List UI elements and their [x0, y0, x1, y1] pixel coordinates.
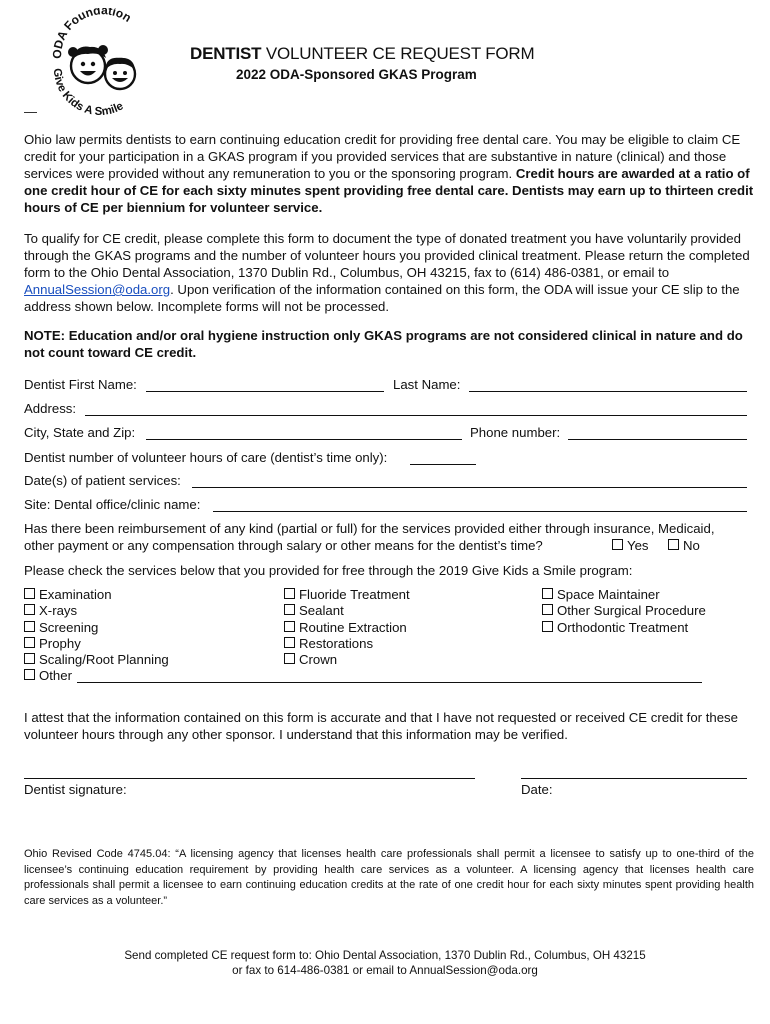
- service-other-checkbox[interactable]: [24, 668, 72, 683]
- give-kids-a-smile-logo-icon: [40, 8, 160, 118]
- service-label: Restorations: [299, 636, 374, 651]
- service-examination-checkbox[interactable]: [24, 587, 112, 602]
- instructions-paragraph: [24, 230, 754, 315]
- reimbursement-no-checkbox[interactable]: [668, 538, 700, 553]
- footer-line-2: or fax to 614-486-0381 or email to AnnualSession@oda.org: [232, 964, 538, 977]
- checkbox-icon: [542, 604, 553, 615]
- signature-field[interactable]: [24, 778, 475, 779]
- checkbox-icon: [284, 637, 295, 648]
- checkbox-icon: [284, 621, 295, 632]
- phone-label: Phone number:: [470, 425, 561, 440]
- service-dates-field[interactable]: [192, 487, 747, 488]
- checkbox-icon: [284, 588, 295, 599]
- service-label: X-rays: [39, 603, 78, 618]
- service-screening-checkbox[interactable]: [24, 620, 98, 635]
- email-link[interactable]: AnnualSession@oda.org: [24, 282, 171, 297]
- oda-foundation-logo: [40, 8, 160, 118]
- form-title: [190, 44, 534, 64]
- reimbursement-question-2: other payment or any compensation through salary or other means for the dentist’s time?: [24, 538, 543, 553]
- reimbursement-yes-checkbox[interactable]: [612, 538, 649, 553]
- checkbox-icon: [24, 604, 35, 615]
- checkbox-icon: [284, 653, 295, 664]
- header-dash: —: [24, 104, 37, 119]
- service-label: Other: [39, 668, 72, 683]
- service-label: Scaling/Root Planning: [39, 652, 169, 667]
- checkbox-icon: [284, 604, 295, 615]
- signature-label: Dentist signature:: [24, 782, 127, 797]
- service-label: Crown: [299, 652, 338, 667]
- first-name-label: Dentist First Name:: [24, 377, 137, 392]
- yes-label: Yes: [627, 538, 649, 553]
- date-label: Date:: [521, 782, 553, 797]
- service-label: Orthodontic Treatment: [557, 620, 689, 635]
- logo-arc-bottom: Give Kids A Smile: [50, 67, 126, 118]
- intro-bold-text: Credit hours are awarded at a ratio of one credit hour of CE for each sixty minutes spent providing free dental care. Dentists may earn up to thirteen credit hours of CE per biennium for volunteer service.: [24, 166, 754, 215]
- title-bold: DENTIST: [190, 44, 262, 63]
- service-other-field[interactable]: [77, 682, 702, 683]
- service-fluoride-checkbox[interactable]: [284, 587, 410, 602]
- service-extraction-checkbox[interactable]: [284, 620, 407, 635]
- service-label: Sealant: [299, 603, 344, 618]
- address-label: Address:: [24, 401, 77, 416]
- phone-field[interactable]: [568, 439, 747, 440]
- instructions-text-a: To qualify for CE credit, please complete this form to document the type of donated treatment you have voluntarily provided through the GKAS programs and the number of volunteer hours you provided clinical treatment. Please return the completed form to the Ohio Dental Association, 1370 Dublin Rd., Columbus, OH 43215, fax to (614) 486-0381, or email to: [24, 231, 750, 280]
- service-label: Fluoride Treatment: [299, 587, 410, 602]
- service-sealant-checkbox[interactable]: [284, 603, 344, 618]
- service-xrays-checkbox[interactable]: [24, 603, 77, 618]
- service-label: Prophy: [39, 636, 81, 651]
- ohio-revised-code-text: Ohio Revised Code 4745.04: “A licensing agency that licenses health care professionals shall permit a licensee to satisfy up to one-third of the licensee’s continuing education requirement by providing health care services as a volunteer. A licensing agency that licenses health care professionals shall permit a licensee to earn continuing education credits at the rate of one credit hour for each sixty minutes spent providing health care services as a volunteer.”: [24, 848, 754, 907]
- city-state-zip-field[interactable]: [146, 439, 462, 440]
- service-space-maintainer-checkbox[interactable]: [542, 587, 660, 602]
- last-name-field[interactable]: [469, 391, 747, 392]
- attestation-paragraph: I attest that the information contained on this form is accurate and that I have not requested or received CE credit for these volunteer hours through any other sponsor. I understand that this information may be verified.: [24, 710, 738, 742]
- site-label: Site: Dental office/clinic name:: [24, 497, 201, 512]
- checkbox-icon: [24, 588, 35, 599]
- first-name-field[interactable]: [146, 391, 384, 392]
- checkbox-icon: [542, 588, 553, 599]
- service-crown-checkbox[interactable]: [284, 652, 337, 667]
- service-label: Space Maintainer: [557, 587, 660, 602]
- logo-arc-top: ODA Foundation: [50, 8, 134, 59]
- services-prompt: Please check the services below that you provided for free through the 2019 Give Kids a Smile program:: [24, 563, 633, 578]
- checkbox-icon: [24, 669, 35, 680]
- site-field[interactable]: [213, 511, 747, 512]
- note-paragraph: NOTE: Education and/or oral hygiene instruction only GKAS programs are not considered clinical in nature and do not count toward CE credit.: [24, 328, 743, 360]
- intro-paragraph: [24, 131, 754, 216]
- title-rest: VOLUNTEER CE REQUEST FORM: [261, 44, 535, 63]
- address-field[interactable]: [85, 415, 747, 416]
- service-label: Examination: [39, 587, 112, 602]
- instructions-text-b: . Upon verification of the information contained on this form, the ODA will issue your CE slip to the address shown below. Incomplete forms will not be processed.: [24, 282, 740, 314]
- volunteer-hours-label: Dentist number of volunteer hours of care (dentist’s time only):: [24, 450, 388, 465]
- service-label: Screening: [39, 620, 99, 635]
- service-prophy-checkbox[interactable]: [24, 636, 81, 651]
- service-scaling-checkbox[interactable]: [24, 652, 169, 667]
- service-orthodontic-checkbox[interactable]: [542, 620, 688, 635]
- service-other-surgical-checkbox[interactable]: [542, 603, 706, 618]
- service-dates-label: Date(s) of patient services:: [24, 473, 181, 488]
- checkbox-icon: [542, 621, 553, 632]
- last-name-label: Last Name:: [393, 377, 461, 392]
- date-field[interactable]: [521, 778, 747, 779]
- checkbox-icon: [24, 653, 35, 664]
- checkbox-icon: [668, 539, 679, 550]
- reimbursement-question-1: Has there been reimbursement of any kind (partial or full) for the services provided either through insurance, Medicaid,: [24, 521, 715, 536]
- no-label: No: [683, 538, 700, 553]
- checkbox-icon: [24, 621, 35, 632]
- footer-line-1: Send completed CE request form to: Ohio Dental Association, 1370 Dublin Rd., Columbus, OH 43215: [124, 949, 646, 962]
- city-state-zip-label: City, State and Zip:: [24, 425, 136, 440]
- service-label: Other Surgical Procedure: [557, 603, 706, 618]
- checkbox-icon: [612, 539, 623, 550]
- volunteer-hours-field[interactable]: [410, 464, 476, 465]
- service-restorations-checkbox[interactable]: [284, 636, 373, 651]
- form-subtitle: 2022 ODA-Sponsored GKAS Program: [236, 67, 477, 82]
- checkbox-icon: [24, 637, 35, 648]
- service-label: Routine Extraction: [299, 620, 407, 635]
- intro-text: Ohio law permits dentists to earn continuing education credit for providing free dental care. You may be eligible to claim CE credit for your participation in a GKAS program if you provided services that are substantive in nature (clinical) and those services were provided without any remuneration to you or the sponsoring program.: [24, 132, 741, 181]
